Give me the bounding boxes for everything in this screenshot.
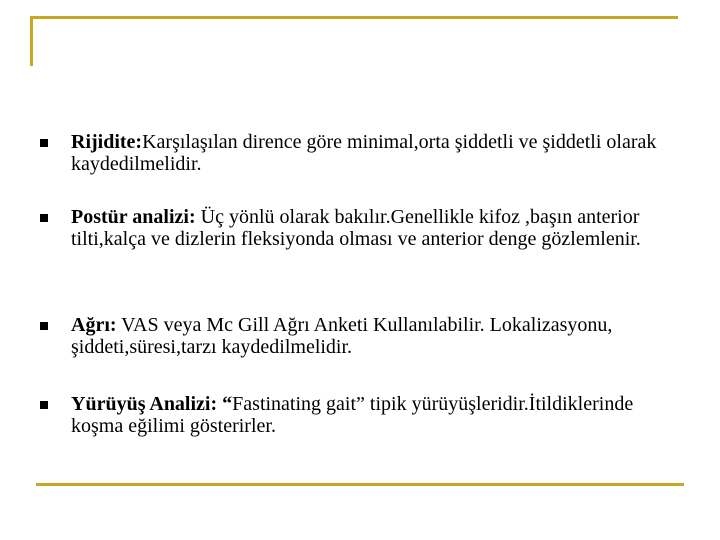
bullet-term: Postür analizi: (71, 206, 196, 228)
square-bullet-icon (40, 214, 48, 222)
square-bullet-icon (40, 401, 48, 409)
bullet-item-yuruyus (40, 393, 680, 437)
bullet-body: Üç yönlü olarak bakılır.Genellikle kifoz ,başın anterior tilti,kalça ve dizlerin fleksiyonda olması ve anterior denge gözlemlenir. (71, 206, 641, 250)
bullet-body: Fastinating gait” tipik yürüyüşleridir.İtildiklerinde koşma eğilimi gösterirler. (71, 393, 634, 437)
bullet-item-agri (40, 314, 680, 358)
bullet-item-postur (40, 206, 680, 250)
bullet-term: Ağrı: (71, 314, 117, 336)
square-bullet-icon (40, 322, 48, 330)
bullet-text (71, 314, 661, 358)
bullet-text (71, 131, 661, 175)
top-accent-line (30, 16, 678, 19)
bullet-term: Rijidite: (71, 131, 143, 153)
bottom-accent-line (36, 483, 684, 486)
bullet-body: Karşılaşılan dirence göre minimal,orta şiddetli ve şiddetli olarak kaydedilmelidir. (71, 131, 657, 175)
square-bullet-icon (40, 139, 48, 147)
bullet-text (71, 206, 661, 250)
left-accent-line (30, 16, 33, 66)
bullet-text (71, 393, 661, 437)
bullet-body: VAS veya Mc Gill Ağrı Anketi Kullanılabilir. Lokalizasyonu, şiddeti,süresi,tarzı kaydedilmelidir. (71, 314, 613, 358)
bullet-item-rijidite (40, 131, 680, 175)
bullet-term: Yürüyüş Analizi: “ (71, 393, 233, 415)
